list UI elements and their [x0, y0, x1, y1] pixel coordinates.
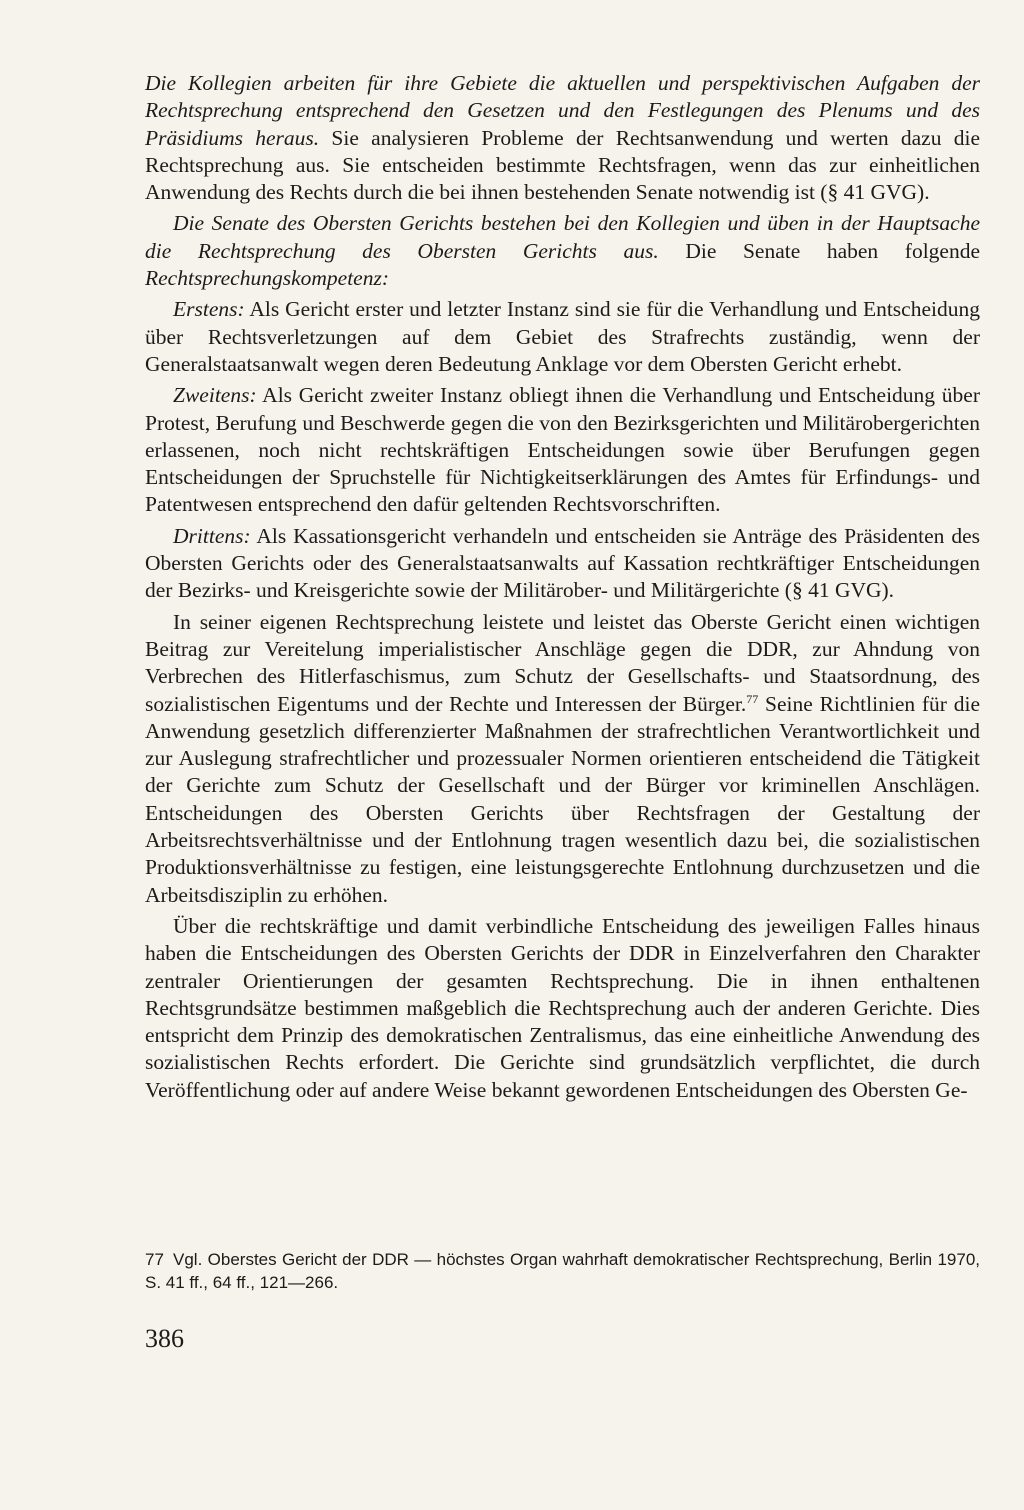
italic-lead: Zweitens:: [173, 383, 257, 408]
italic-tail: Rechtsprechungskompetenz:: [145, 266, 389, 291]
paragraph-text: Seine Richtlinien für die Anwendung gesetzlich differenzierter Maßnahmen der strafrechtlichen Verantwortlichkeit und zur Auslegung strafrechtlicher und prozessualer Normen orientieren entscheidend die Tätigkeit der Gerichte zum Schutz der Gesellschaft und der Bürger vor kriminellen Anschlägen. Entscheidungen des Obersten Gerichts über Rechtsfragen der Gestaltung der Arbeitsrechtsverhältnisse und der Entlohnung tragen wesentlich dazu bei, die sozialistischen Produktionsverhältnisse zu festigen, eine leistungsgerechte Entlohnung durchzusetzen und die Arbeitsdisziplin zu erhöhen.: [145, 691, 980, 907]
paragraph-senate: [145, 210, 980, 292]
paragraph-eigene-rechtsprechung: [145, 609, 980, 909]
page-number: 386: [145, 1324, 184, 1353]
paragraph-text: Sie analysieren Probleme der Rechtsanwendung und werten dazu die Rechtsprechung aus. Sie entscheiden bestimmte Rechtsfragen, wenn das zur einheitlichen Anwendung des Rechts durch die bei ihnen bestehenden Senate notwendig ist (§ 41 GVG).: [145, 125, 981, 205]
footnote-reference: 77: [746, 691, 759, 706]
paragraph-drittens: [145, 523, 980, 605]
paragraph-text: Als Gericht erster und letzter Instanz sind sie für die Verhandlung und Entscheidung über Rechtsverletzungen auf dem Gebiet des Strafrechts zuständig, wenn der Generalstaatsanwalt wegen deren Bedeutung Anklage vor dem Obersten Gericht erhebt.: [145, 297, 980, 376]
footnote-text: Vgl. Oberstes Gericht der DDR — höchstes Organ wahrhaft demokratischer Rechtsprechung, Berlin 1970, S. 41 ff., 64 ff., 121—266.: [145, 1250, 980, 1292]
italic-lead: Drittens:: [173, 523, 251, 548]
italic-lead: Die Kollegien arbeiten für ihre Gebiete die aktuellen und perspektivischen Aufgaben der Rechtsprechung entsprechend den Gesetzen und den Festlegungen des Plenums und des Präsidiums heraus.: [145, 71, 980, 150]
paragraph-zweitens: [145, 382, 980, 518]
paragraph-entscheidungen: [145, 913, 980, 1104]
paragraph-erstens: [145, 296, 980, 378]
footnote-number: 77: [145, 1250, 164, 1269]
body-text: [145, 70, 980, 1108]
paragraph-text: Über die rechtskräftige und damit verbindliche Entscheidung des jeweiligen Falles hinaus haben die Entscheidungen des Obersten Gerichts der DDR in Einzelverfahren den Charakter zentraler Orientierungen der gesamten Rechtsprechung. Die in ihnen enthaltenen Rechtsgrundsätze bestimmen maßgeblich die Rechtsprechung auch der anderen Gerichte. Dies entspricht dem Prinzip des demokratischen Zentralismus, das eine einheitliche Anwendung des sozialistischen Rechts erfordert. Die Gerichte sind grundsätzlich verpflichtet, die durch Veröffentlichung oder auf andere Weise bekannt gewordenen Entscheidungen des Obersten Ge-: [145, 913, 980, 1102]
italic-lead: Erstens:: [173, 297, 245, 322]
italic-lead: Die Senate des Obersten Gerichts bestehen bei den Kollegien und üben in der Hauptsache die Rechtsprechung des Obersten Gerichts aus.: [145, 211, 980, 263]
paragraph-text: Die Senate haben folgende: [658, 238, 980, 263]
paragraph-text: In seiner eigenen Rechtsprechung leistete und leistet das Oberste Gericht einen wichtigen Beitrag zur Vereitelung imperialistischer Anschläge gegen die DDR, zur Ahndung von Verbrechen des Hitlerfaschismus, zum Schutz der Gesellschafts- und Staatsordnung, des sozialistischen Eigentums und der Rechte und Interessen der Bürger.: [145, 609, 980, 716]
paragraph-text: Als Gericht zweiter Instanz obliegt ihnen die Verhandlung und Entscheidung über Protest, Berufung und Beschwerde gegen die von den Bezirksgerichten und Militärobergerichten erlassenen, noch nicht rechtskräftigen Entscheidungen sowie über Berufungen gegen Entscheidungen der Spruchstelle für Nichtigkeitserklärungen des Amtes für Erfindungs- und Patentwesen entsprechend den dafür geltenden Rechtsvorschriften.: [145, 383, 980, 517]
paragraph-text: Als Kassationsgericht verhandeln und entscheiden sie Anträge des Präsidenten des Obersten Gerichts oder des Generalstaatsanwalts auf Kassation rechtkräftiger Entscheidungen der Bezirks- und Kreisgerichte sowie der Militärober- und Militärgerichte (§ 41 GVG).: [145, 523, 980, 603]
paragraph-kollegien: [145, 70, 980, 206]
footnote: [145, 1248, 980, 1294]
